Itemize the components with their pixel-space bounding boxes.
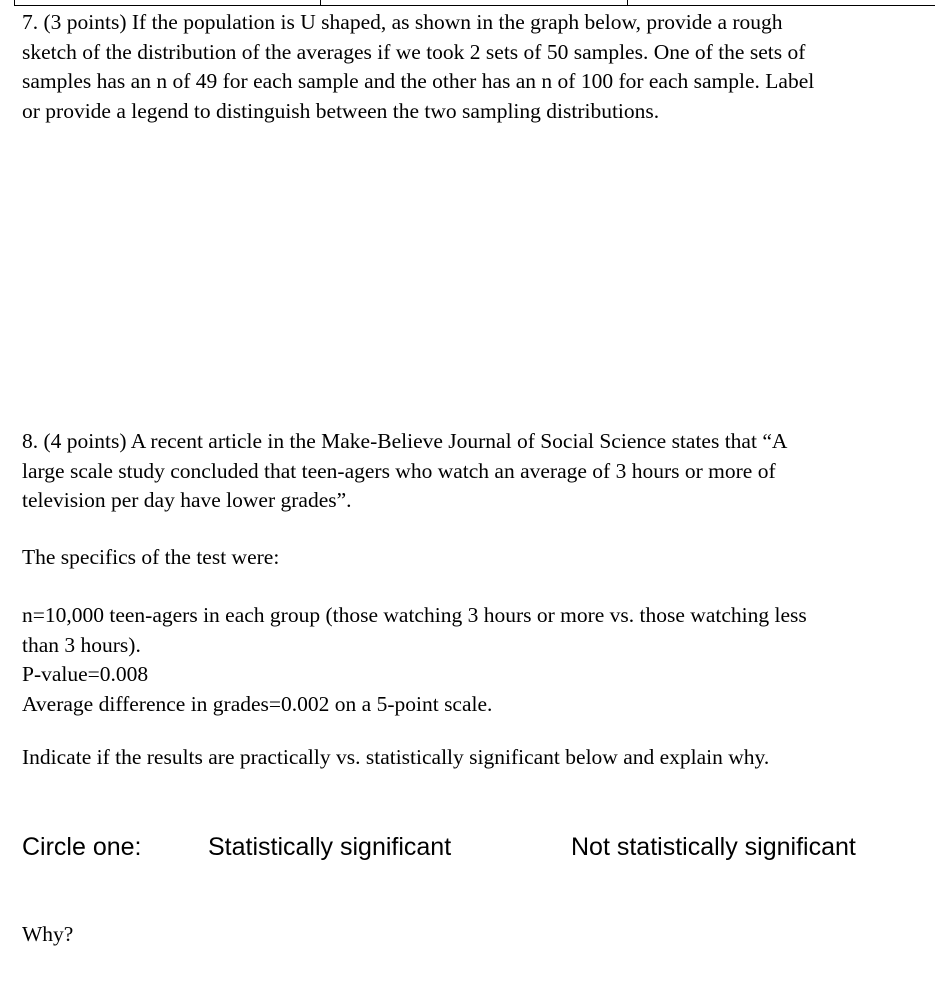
table-column-divider xyxy=(320,0,321,6)
specifics-line: than 3 hours). xyxy=(22,632,141,657)
test-specifics xyxy=(22,601,807,719)
top-table-border xyxy=(14,0,935,6)
circle-one-row xyxy=(22,830,922,864)
option-statistically-significant[interactable]: Statistically significant xyxy=(208,833,452,861)
instruction-text: Indicate if the results are practically vs. statistically significant below and explain why. xyxy=(22,745,770,769)
specifics-line: Average difference in grades=0.002 on a 5-point scale. xyxy=(22,691,493,716)
question-7-line: sketch of the distribution of the averages if we took 2 sets of 50 samples. One of the sets of xyxy=(22,39,806,64)
question-8-intro xyxy=(22,427,787,516)
option-not-statistically-significant[interactable]: Not statistically significant xyxy=(571,833,856,861)
question-8-line: television per day have lower grades”. xyxy=(22,488,352,512)
question-7-line: 7. (3 points) If the population is U shaped, as shown in the graph below, provide a rough xyxy=(22,10,783,34)
question-8-line: large scale study concluded that teen-agers who watch an average of 3 hours or more of xyxy=(22,458,776,483)
specifics-heading: The specifics of the test were: xyxy=(22,545,280,569)
table-column-divider xyxy=(627,0,628,6)
question-7-line: or provide a legend to distinguish between the two sampling distributions. xyxy=(22,98,660,123)
question-7-text xyxy=(22,8,814,126)
question-7-line: samples has an n of 49 for each sample and the other has an n of 100 for each sample. Label xyxy=(22,69,815,93)
why-label: Why? xyxy=(22,922,74,946)
question-8-line: 8. (4 points) A recent article in the Make-Believe Journal of Social Science states that “A xyxy=(22,429,788,453)
specifics-line: P-value=0.008 xyxy=(22,662,149,686)
specifics-line: n=10,000 teen-agers in each group (those watching 3 hours or more vs. those watching less xyxy=(22,603,807,627)
circle-one-label: Circle one: xyxy=(22,833,142,861)
